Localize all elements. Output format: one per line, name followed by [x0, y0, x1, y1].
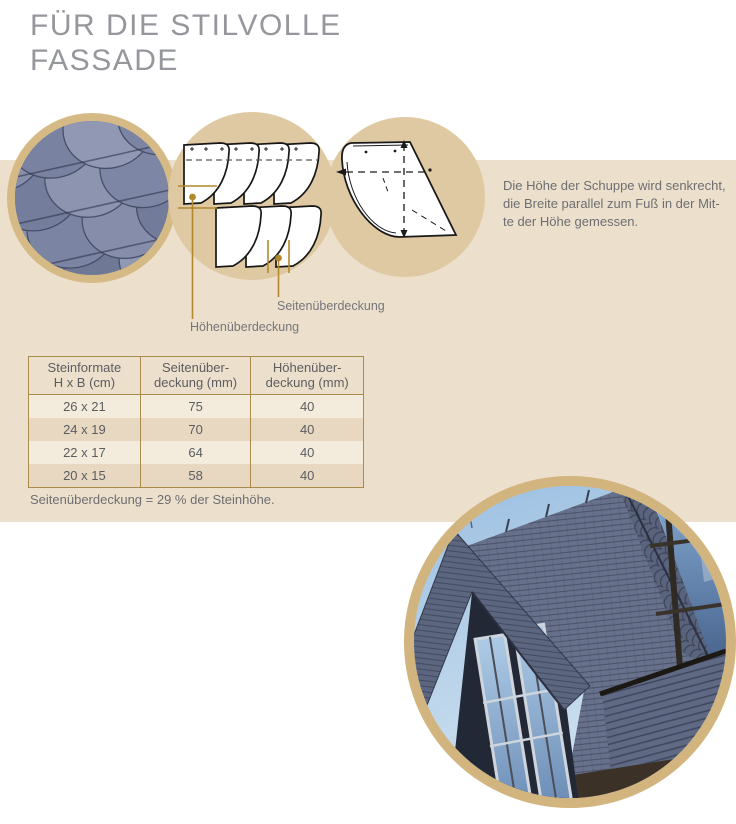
table-cell: 64 [140, 441, 251, 464]
table-cell: 58 [140, 464, 251, 488]
table-cell: 70 [140, 418, 251, 441]
table-cell: 40 [251, 441, 364, 464]
single-shingle-diagram [336, 140, 456, 238]
measure-note-line: Die Höhe der Schuppe wird senkrecht, [503, 178, 726, 193]
table-cell: 24 x 19 [29, 418, 141, 441]
title-line-2: FASSADE [30, 44, 179, 77]
page-title [30, 8, 342, 78]
measure-note-line: die Breite parallel zum Fuß in der Mit- [503, 196, 720, 211]
table-header-cell: Steinformate H x B (cm) [29, 357, 141, 395]
formats-table [28, 356, 364, 488]
table-row [29, 395, 364, 419]
table-row [29, 418, 364, 441]
overlap-diagram [0, 100, 500, 345]
table-row [29, 441, 364, 464]
table-footnote: Seitenüberdeckung = 29 % der Steinhöhe. [30, 492, 275, 507]
table-cell: 40 [251, 464, 364, 488]
table-cell: 26 x 21 [29, 395, 141, 419]
measure-note-line: te der Höhe gemessen. [503, 214, 639, 229]
table-header-cell: Höhenüber- deckung (mm) [251, 357, 364, 395]
measure-note [503, 177, 736, 231]
title-line-1: FÜR DIE STILVOLLE [30, 9, 342, 42]
facade-photo [414, 486, 726, 798]
table-header-cell: Seitenüber- deckung (mm) [140, 357, 251, 395]
table-cell: 22 x 17 [29, 441, 141, 464]
label-hoehenueberdeckung: Höhenüberdeckung [190, 320, 300, 334]
table-row [29, 464, 364, 488]
facade-photo-circle [404, 476, 736, 808]
label-seitenueberdeckung: Seitenüberdeckung [277, 299, 385, 313]
table-cell: 40 [251, 418, 364, 441]
table-cell: 20 x 15 [29, 464, 141, 488]
table-header-row [29, 357, 364, 395]
table-cell: 40 [251, 395, 364, 419]
table-cell: 75 [140, 395, 251, 419]
